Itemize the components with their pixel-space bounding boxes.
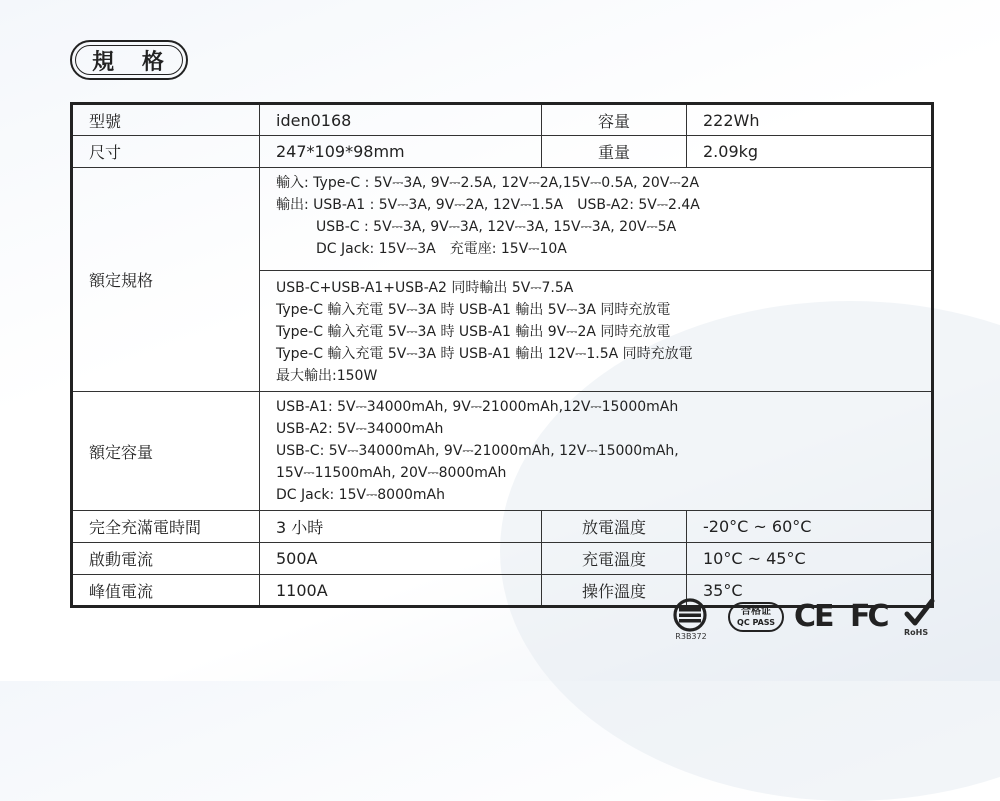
qc-pass-label-en: QC PASS [737,618,775,627]
rohs-label: RoHS [904,628,929,637]
row-label: 充電溫度 [542,543,687,575]
row-label: 容量 [542,104,687,136]
row-value: 1100A [260,575,542,607]
row-label: 峰值電流 [72,575,260,607]
row-label: 額定容量 [72,392,260,511]
table-row [72,136,933,168]
capacity-line: USB-C: 5V⎓34000mAh, 9V⎓21000mAh, 12V⎓15000mAh, [276,443,679,459]
row-value: 10°C ~ 45°C [687,543,933,575]
table-row [72,168,933,392]
row-value: 222Wh [687,104,933,136]
table-row [72,392,933,511]
section-title: 規 格 [75,45,183,75]
fcc-mark-icon: FC [850,599,887,634]
row-label: 操作溫度 [542,575,687,607]
row-label: 額定規格 [72,168,260,392]
section-title-badge [70,40,188,80]
row-value: -20°C ~ 60°C [687,511,933,543]
input-line: 輸入: Type-C : 5V⎓3A, 9V⎓2.5A, 12V⎓2A,15V⎓0.5A, 20V⎓2A [276,175,700,191]
rating-detail-cell [260,168,933,392]
row-label: 尺寸 [72,136,260,168]
row-value: iden0168 [260,104,542,136]
simultaneous-line: Type-C 輸入充電 5V⎓3A 時 USB-A1 輸出 12V⎓1.5A 同時充放電 [276,346,693,362]
simultaneous-line: Type-C 輸入充電 5V⎓3A 時 USB-A1 輸出 5V⎓3A 同時充放電 [276,302,671,318]
table-row [72,104,933,136]
row-value: 500A [260,543,542,575]
output-line: USB-A2: 5V⎓2.4A [577,197,700,213]
simultaneous-line: USB-C+USB-A1+USB-A2 同時輸出 5V⎓7.5A [276,280,574,296]
output-line: DC Jack: 15V⎓3A [316,241,436,257]
row-label: 重量 [542,136,687,168]
table-row [72,511,933,543]
row-value: 3 小時 [260,511,542,543]
qc-pass-badge [728,602,784,632]
row-value: 35°C [687,575,933,607]
qc-pass-label-cn: 合格证 [741,606,771,617]
bsmi-code: R3B372 [675,632,707,641]
spec-table [70,102,934,608]
row-label: 啟動電流 [72,543,260,575]
capacity-line: DC Jack: 15V⎓8000mAh [276,487,445,503]
row-value: 2.09kg [687,136,933,168]
bsmi-mark-icon [672,598,708,642]
row-label: 完全充滿電時間 [72,511,260,543]
table-row [72,543,933,575]
output-line: USB-C : 5V⎓3A, 9V⎓3A, 12V⎓3A, 15V⎓3A, 20V⎓5A [316,219,677,235]
capacity-line: 15V⎓11500mAh, 20V⎓8000mAh [276,465,507,481]
row-label: 型號 [72,104,260,136]
capacity-line: USB-A1: 5V⎓34000mAh, 9V⎓21000mAh,12V⎓15000mAh [276,399,679,415]
simultaneous-line: Type-C 輸入充電 5V⎓3A 時 USB-A1 輸出 9V⎓2A 同時充放電 [276,324,671,340]
capacity-detail-cell [260,392,933,511]
rohs-mark-icon [902,598,936,642]
row-value: 247*109*98mm [260,136,542,168]
row-label: 放電溫度 [542,511,687,543]
certification-marks [670,598,940,642]
simultaneous-line: 最大輸出:150W [276,368,378,384]
output-line: 充電座: 15V⎓10A [449,241,567,257]
capacity-line: USB-A2: 5V⎓34000mAh [276,421,444,437]
ce-mark-icon: CE [794,599,833,634]
output-line: 輸出: USB-A1 : 5V⎓3A, 9V⎓2A, 12V⎓1.5A [276,197,564,213]
